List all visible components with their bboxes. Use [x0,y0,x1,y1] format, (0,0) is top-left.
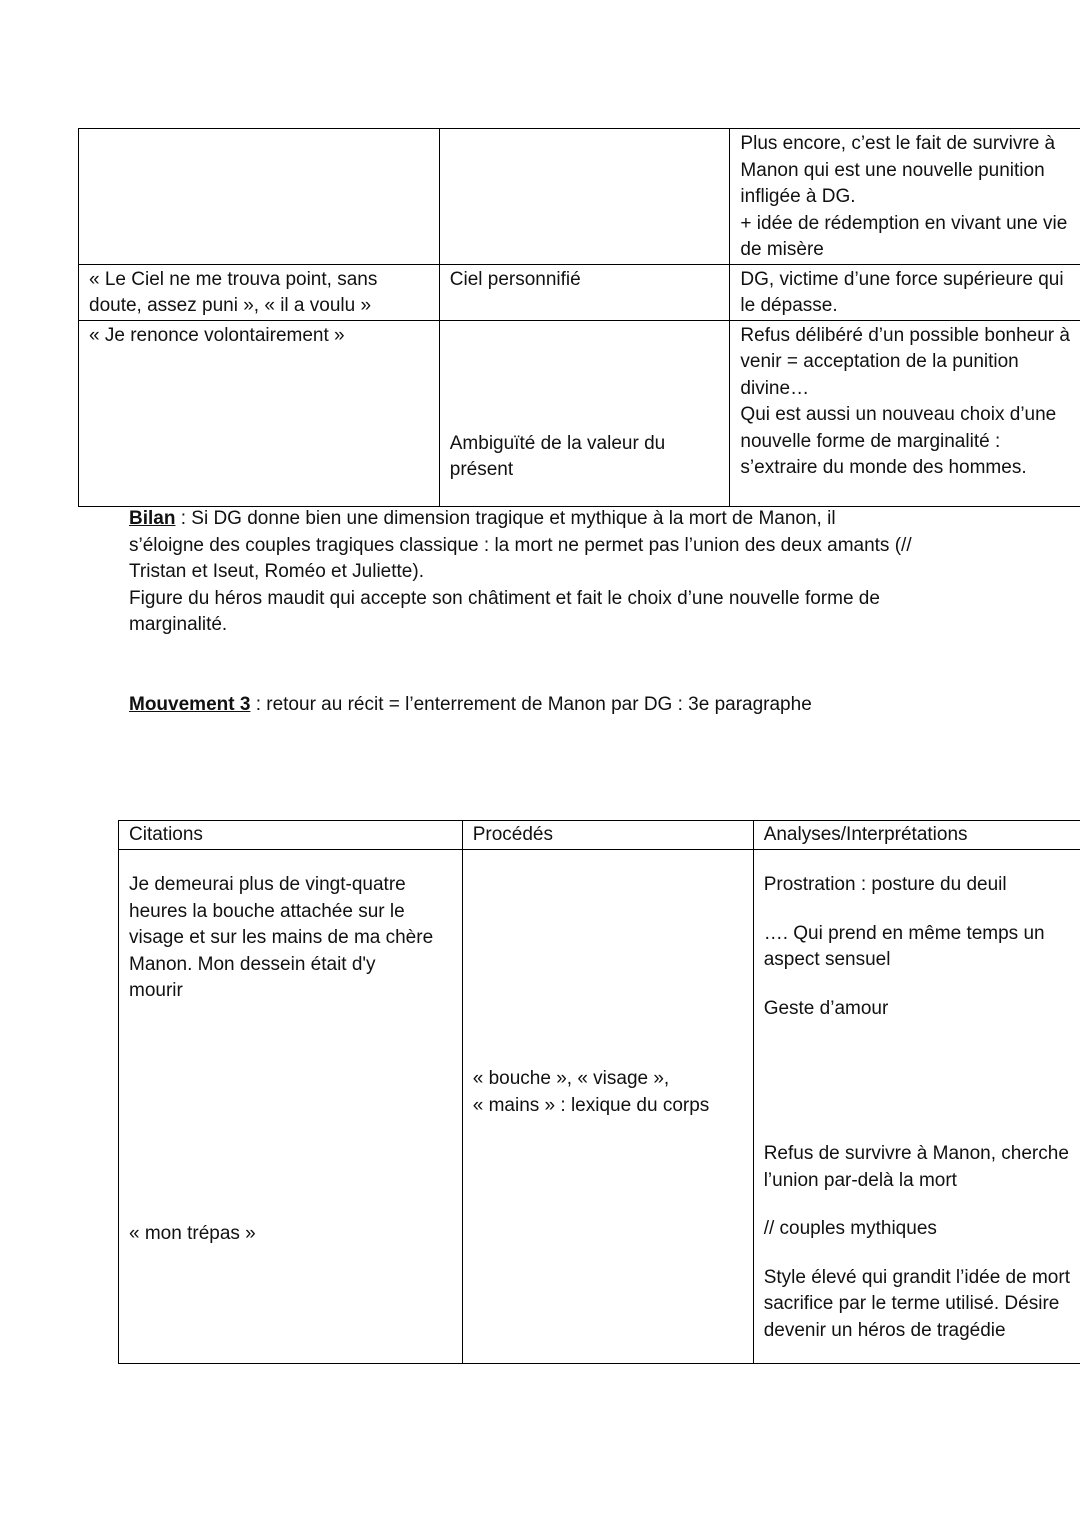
table-cell-procede [439,129,730,265]
text-line: de misère [740,239,824,260]
movement-text: : retour au récit = l’enterrement de Manon par DG : 3e paragraphe [250,694,812,715]
table-cell-analyse [730,129,1080,265]
text-line: divine… [740,377,810,399]
text-line: Prostration : posture du deuil [763,874,1007,895]
text-line: « bouche », « visage », [472,1068,670,1089]
text-line: « Je renonce volontairement » [89,324,345,346]
text-line: Style élevé qui grandit l’idée de mort [763,1266,1070,1288]
table-cell-analyses [753,850,1080,1364]
text-line: DG, victime d’une force supérieure qui [740,268,1064,290]
text-line: Refus de survivre à Manon, cherche [763,1143,1069,1164]
table-cell-analyse [730,320,1080,506]
text-line: présent [449,459,514,480]
text-line: Plus encore, c’est le fait de survivre à [740,133,1056,154]
text-line: « Le Ciel ne me trouva point, sans [89,268,378,290]
table-row [79,264,1080,320]
table-cell-citation [79,320,440,506]
table-cell-procede [439,320,730,506]
text-line: l’union par-delà la mort [763,1169,957,1191]
column-header-citations: Citations [119,821,463,850]
text-line: Figure du héros maudit qui accepte son châtiment et fait le choix d’une nouvelle forme de [129,587,880,609]
column-header-procedes: Procédés [462,821,753,850]
column-header-analyses: Analyses/Interprétations [753,821,1080,850]
text-line: « mon trépas » [129,1222,256,1244]
table-cell-citations [119,850,463,1364]
analysis-table-continued [78,128,1080,507]
text-line: doute, assez puni », « il a voulu » [89,295,372,316]
bilan-text: : Si DG donne bien une dimension tragique et mythique à la mort de Manon, il [175,508,836,529]
table-cell-procede [439,264,730,320]
bilan-label: Bilan [129,508,176,529]
text-line: Manon. Mon dessein était d'y [129,953,376,975]
text-line: Geste d’amour [763,997,889,1019]
table-cell-citation [79,129,440,265]
text-line: nouvelle forme de marginalité : [740,430,1001,452]
movement-label: Mouvement 3 [129,694,251,715]
text-line: le dépasse. [740,295,838,316]
text-line: Qui est aussi un nouveau choix d’une [740,404,1057,425]
table-cell-citation [79,264,440,320]
table-row [79,129,1080,265]
text-line: Ciel personnifié [449,268,581,290]
text-line: mourir [129,980,183,1001]
text-line: venir = acceptation de la punition [740,351,1019,372]
text-line: visage et sur les mains de ma chère [129,927,434,948]
text-line: // couples mythiques [763,1218,937,1239]
text-line: …. Qui prend en même temps un [763,922,1045,944]
text-line: aspect sensuel [763,949,891,970]
text-line: infligée à DG. [740,186,856,207]
table-row [119,850,1080,1364]
table-header-row [119,821,1080,850]
text-line: Je demeurai plus de vingt-quatre [129,874,406,895]
movement-heading [129,692,812,719]
text-line: marginalité. [129,614,228,635]
text-line: « mains » : lexique du corps [472,1094,710,1116]
text-line: devenir un héros de tragédie [763,1319,1006,1341]
text-line: s’extraire du monde des hommes. [740,457,1027,478]
table-cell-procedes [462,850,753,1364]
table-cell-analyse [730,264,1080,320]
text-line: Manon qui est une nouvelle punition [740,159,1045,181]
bilan-paragraph [129,506,1029,639]
text-line: heures la bouche attachée sur le [129,900,405,922]
text-line: s’éloigne des couples tragiques classique : la mort ne permet pas l’union des deux amants (// [129,534,912,556]
text-line [129,506,1029,533]
text-line: Ambiguïté de la valeur du [449,432,666,454]
table-row [79,320,1080,506]
text-line: Refus délibéré d’un possible bonheur à [740,324,1070,346]
text-line: sacrifice par le terme utilisé. Désire [763,1293,1060,1314]
analysis-table-movement-3 [118,820,1080,1364]
text-line: Tristan et Iseut, Roméo et Juliette). [129,561,424,582]
text-line: + idée de rédemption en vivant une vie [740,212,1068,234]
